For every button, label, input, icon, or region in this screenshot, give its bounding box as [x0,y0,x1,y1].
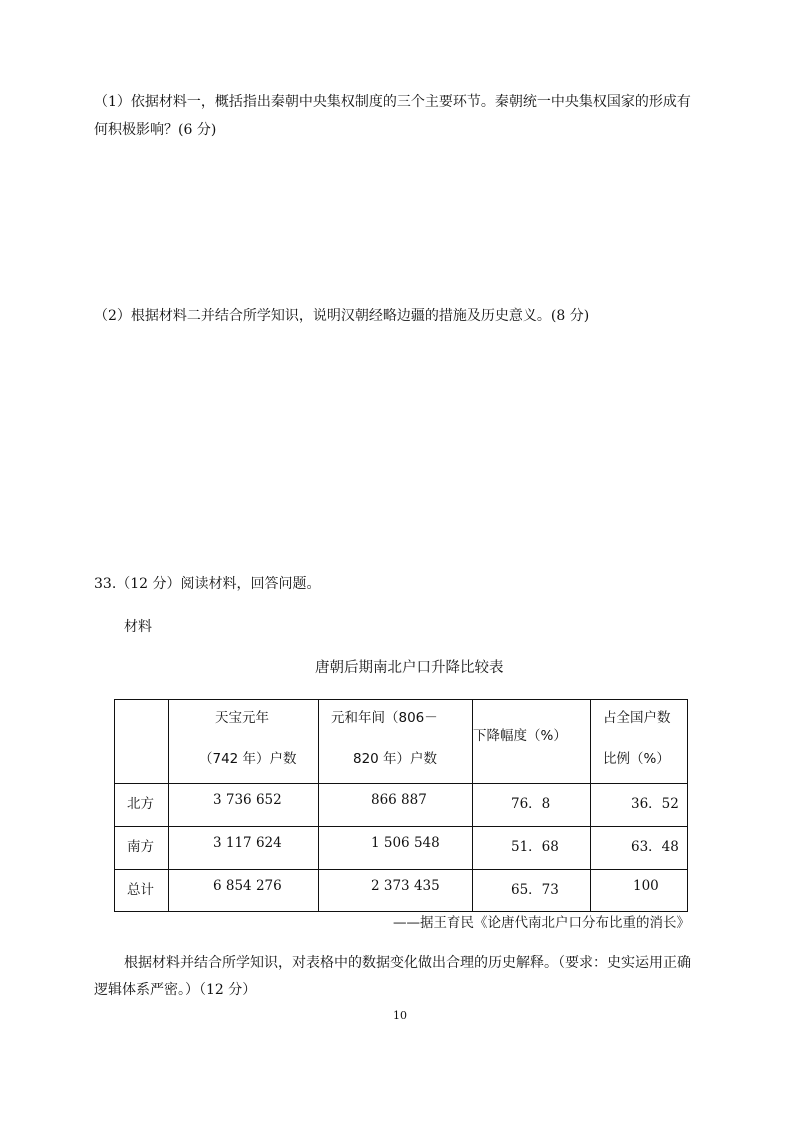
header-cell-yuanhe [319,700,473,784]
cell-value: 51．68 [511,839,559,855]
table-row [115,870,688,912]
question-33-intro: 33.（12 分）阅读材料，回答问题。 [94,576,321,592]
cell-value: 866 887 [371,792,427,808]
cell-value: 3 117 624 [213,835,282,851]
question-1-line-2: 何积极影响？(6 分) [94,122,217,138]
question-33-prompt-line-2: 逻辑体系严密。）（12 分） [94,982,257,998]
header-tianbao-line-1: 天宝元年 [215,710,269,726]
source-citation: ——据王育民《论唐代南北户口分布比重的消长》 [393,915,690,931]
page-number: 10 [393,1009,407,1022]
cell-value: 1 506 548 [371,835,440,851]
row-label: 北方 [115,784,169,827]
cell-south-share [591,827,688,870]
table-header-row [115,700,688,784]
header-cell-share [591,700,688,784]
header-cell-decline [473,700,591,784]
header-yuanhe-line-2: 820 年）户数 [353,751,438,767]
row-label: 南方 [115,827,169,870]
cell-value: 76．8 [511,796,551,812]
question-2-line-1: （2）根据材料二并结合所学知识，说明汉朝经略边疆的措施及历史意义。(8 分) [94,308,590,324]
cell-total-tianbao [169,870,319,912]
material-label: 材料 [124,619,152,635]
cell-south-tianbao [169,827,319,870]
cell-north-tianbao [169,784,319,827]
cell-value: 36．52 [631,796,679,812]
question-1-line-1: （1）依据材料一，概括指出秦朝中央集权制度的三个主要环节。秦朝统一中央集权国家的形成有 [94,94,691,110]
cell-south-decline [473,827,591,870]
cell-value: 63．48 [631,839,679,855]
header-share-line-2: 比例（%） [603,751,670,767]
cell-value: 2 373 435 [371,878,440,894]
question-33-prompt-line-1: 根据材料并结合所学知识，对表格中的数据变化做出合理的历史解释。（要求：史实运用正确 [124,955,691,971]
cell-north-share [591,784,688,827]
cell-value: 3 736 652 [213,792,282,808]
header-decline-text: 下降幅度（%） [473,728,567,744]
cell-value: 6 854 276 [213,878,282,894]
header-tianbao-line-2: （742 年）户数 [199,751,297,767]
cell-north-yuanhe [319,784,473,827]
row-label: 总计 [115,870,169,912]
cell-total-share [591,870,688,912]
cell-value: 100 [633,878,659,894]
empty-header-cell [115,700,169,784]
header-share-line-1: 占全国户数 [603,710,671,726]
table-title: 唐朝后期南北户口升降比较表 [315,660,504,676]
table-row [115,784,688,827]
header-cell-tianbao [169,700,319,784]
table-row [115,827,688,870]
cell-north-decline [473,784,591,827]
population-table [114,699,688,912]
header-yuanhe-line-1: 元和年间（806－ [331,710,438,726]
cell-value: 65．73 [511,882,559,898]
cell-south-yuanhe [319,827,473,870]
cell-total-decline [473,870,591,912]
cell-total-yuanhe [319,870,473,912]
